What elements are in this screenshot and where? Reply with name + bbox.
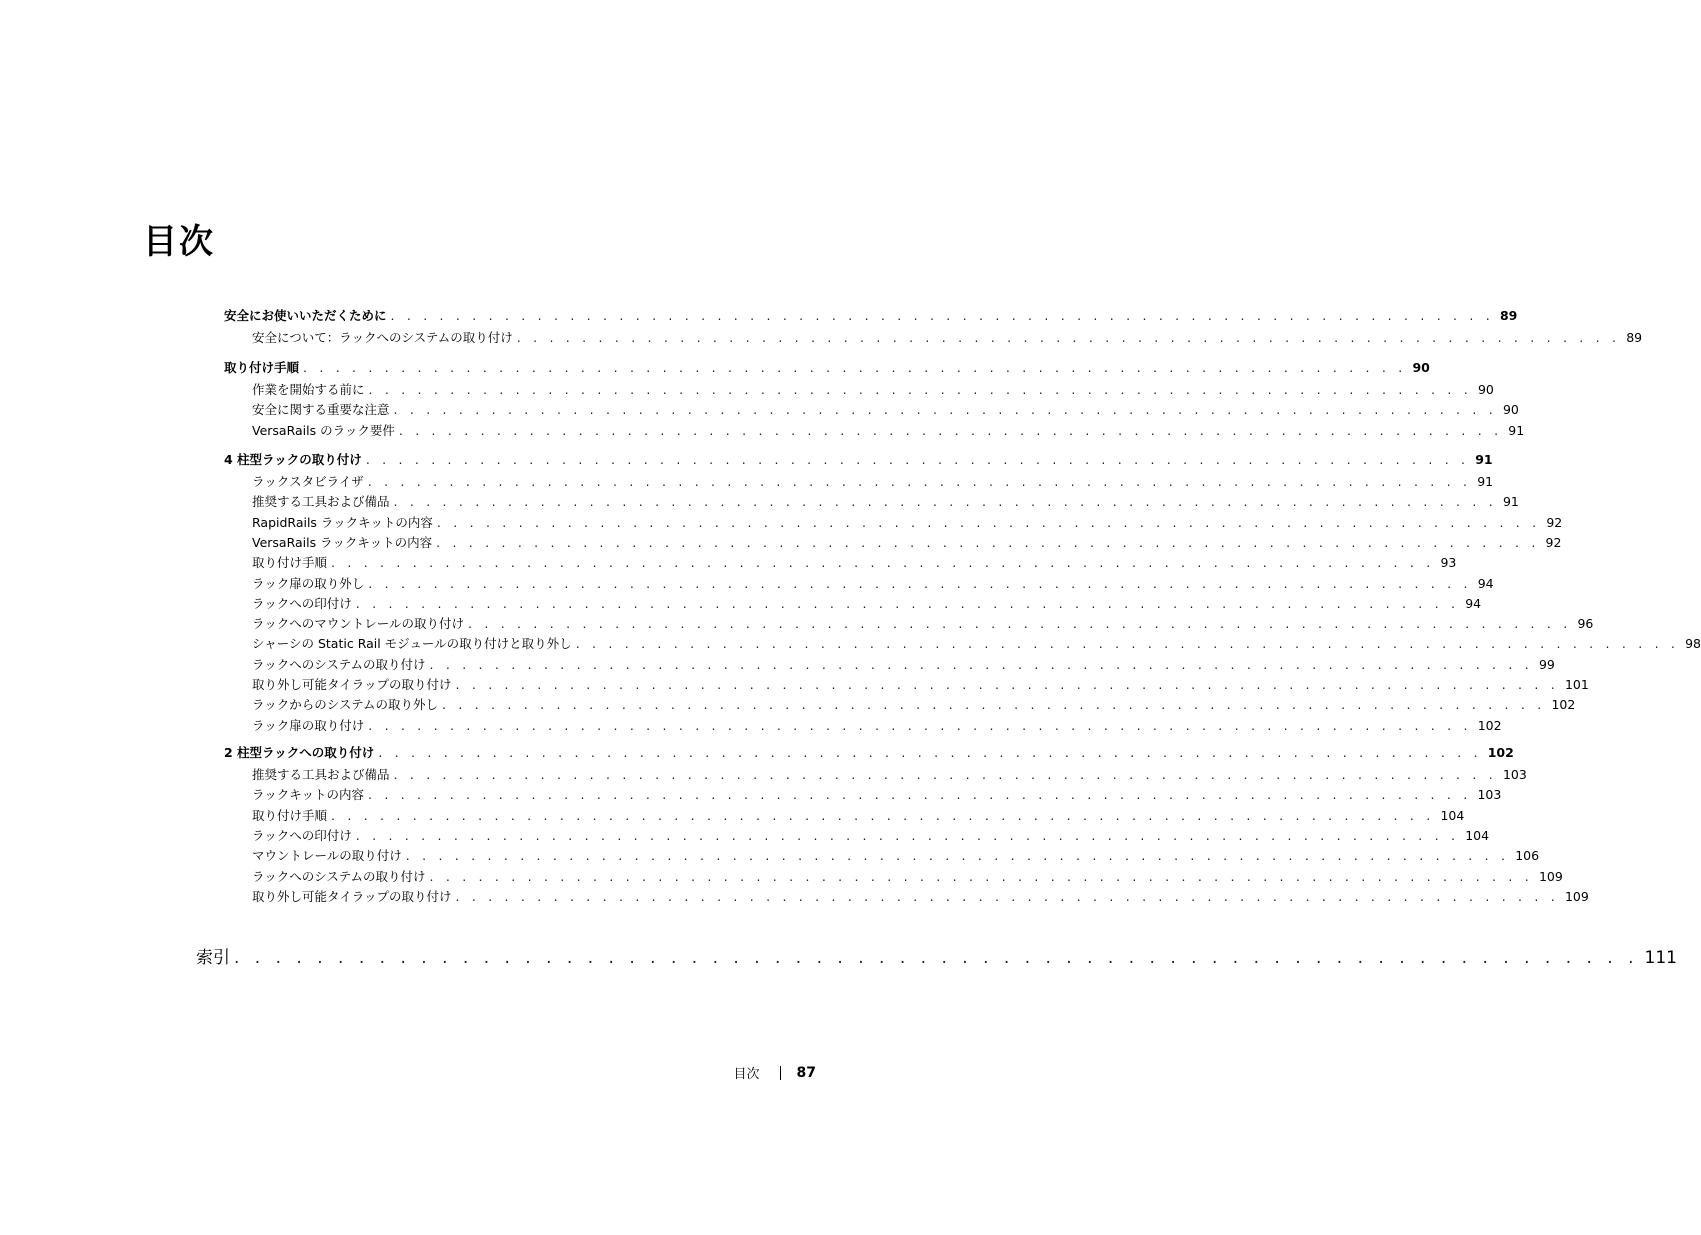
toc-entry-title: ラックへの印付け xyxy=(252,827,352,843)
toc-entry-page: 91 xyxy=(1508,422,1525,438)
toc-entry-title: ラックへの印付け xyxy=(252,595,352,611)
toc-index-entry[interactable] xyxy=(196,943,1677,968)
toc-entry-title: ラックスタビライザ xyxy=(252,474,364,489)
dot-leader: . . . . . . . . . . . . . . . . . . . . . . . . . . . . . . . . . . . . . . . . . . . . . . . . . . . . . . . . . . . . . . . . . . . . xyxy=(398,422,1503,438)
dot-leader: . . . . . . . . . . . . . . . . . . . . . . . . . . . . . . . . . . . . . . . . . . . . . . . . . . . . . . . . . . . . . . . . . . . . xyxy=(393,402,1497,418)
toc-entry-page: 93 xyxy=(1440,555,1457,571)
dot-leader: . . . . . . . . . . . . . . . . . . . . . . . . . . . . . . . . . . . . . . . . . . . . . . . . . . . . . . . . . . . . . . . . . . . . xyxy=(355,595,1460,611)
toc-section-title: 4 柱型ラックの取り付け xyxy=(224,452,362,467)
toc-entry-title: 取り付け手順 xyxy=(252,807,328,823)
toc-entry-title: 安全について：ラックへのシステムの取り付け xyxy=(252,330,513,345)
toc-entry-page: 91 xyxy=(1502,494,1519,510)
toc-entry[interactable] xyxy=(252,328,1643,346)
toc-section-title: 安全にお使いいただくために xyxy=(224,308,387,323)
toc-entry-page: 103 xyxy=(1477,787,1502,803)
toc-entry[interactable] xyxy=(252,785,1502,803)
toc-entry[interactable] xyxy=(252,806,1465,824)
toc-entry-title: ラック扉の取り付け xyxy=(252,717,365,733)
toc-entry-page: 109 xyxy=(1564,888,1589,904)
toc-entry-page: 104 xyxy=(1465,827,1490,843)
toc-entry-title: 推奨する工具および備品 xyxy=(252,494,390,510)
toc-section[interactable] xyxy=(224,450,1493,468)
footer-page-number: 87 xyxy=(796,1064,816,1081)
toc-entry[interactable] xyxy=(252,421,1525,439)
toc-entry-title: シャーシの Static Rail モジュールの取り付けと取り外し xyxy=(252,636,572,652)
toc-entry-page: 103 xyxy=(1502,767,1527,782)
toc-entry-page: 104 xyxy=(1440,807,1465,823)
toc-section-page: 90 xyxy=(1412,360,1430,375)
dot-leader: . . . . . . . . . . . . . . . . . . . . . . . . . . . . . . . . . . . . . . . . . . . . . . . . . . . . . . . . . . . . . . . . . . . . xyxy=(368,787,1472,803)
toc-entry-page: 98 xyxy=(1685,636,1701,652)
toc-entry[interactable] xyxy=(252,826,1490,844)
toc-entry-title: ラックへのシステムの取り付け xyxy=(252,868,426,884)
toc-entry[interactable] xyxy=(252,695,1576,713)
footer-label: 目次 xyxy=(733,1067,760,1082)
toc-entry[interactable] xyxy=(252,533,1562,551)
toc-entry[interactable] xyxy=(252,472,1494,490)
toc-entry-page: 92 xyxy=(1545,534,1562,550)
toc-entry-title: ラック扉の取り外し xyxy=(252,575,365,591)
toc-entry[interactable] xyxy=(252,634,1701,652)
toc-index-page: 111 xyxy=(1644,948,1677,968)
toc-entry-title: 取り外し可能タイラップの取り付け xyxy=(252,677,452,692)
toc-entry-page: 96 xyxy=(1577,616,1594,632)
dot-leader: . . . . . . . . . . . . . . . . . . . . . . . . . . . . . . . . . . . . . . . . . . . . . . . . . . . . . . . . . . . . . . . . . . . . xyxy=(468,616,1572,632)
dot-leader: . . . . . . . . . . . . . . . . . . . . . . . . . . . . . . . . . . . . . . . . . . . . . . . . . . . . . . . . . . . . . . . . . . . . xyxy=(455,677,1559,692)
toc-entry[interactable] xyxy=(252,655,1555,673)
toc-entry-title: ラックキットの内容 xyxy=(252,787,365,803)
toc-entry-title: ラックへのマウントレールの取り付け xyxy=(252,616,465,632)
dot-leader: . . . . . . . . . . . . . . . . . . . . . . . . . . . . . . . . . . . . . . . . . . . . . . . . . . . . . . . . . . . . . . . . . . . . xyxy=(331,555,1435,571)
dot-leader: . . . . . . . . . . . . . . . . . . . . . . . . . . . . . . . . . . . . . . . . . . . . . . . . . . . . . . . . . . . . . . . . . . . . xyxy=(429,656,1533,672)
dot-leader: . . . . . . . . . . . . . . . . . . . . . . . . . . . . . . . . . . . . . . . . . . . . . . . . . . . . . . . . . . . . . . . . . . . . xyxy=(303,360,1407,375)
toc-entry-page: 94 xyxy=(1465,595,1482,611)
toc-entry-page: 99 xyxy=(1538,656,1555,672)
toc-entry-title: 安全に関する重要な注意 xyxy=(252,402,390,418)
page-footer xyxy=(734,1063,817,1082)
toc-entry-page: 92 xyxy=(1546,514,1563,530)
dot-leader: . . . . . . . . . . . . . . . . . . . . . . . . . . . . . . . . . . . . . . . . . . . . . . . . . . . . . . . . . . . . . . . . . . . . xyxy=(393,767,1497,782)
dot-leader: . . . . . . . . . . . . . . . . . . . . . . . . . . . . . . . . . . . . . . . . . . . . . . . . . . . . . . . . . . . . . . . . . . . . xyxy=(442,697,1546,713)
toc-entry-page: 102 xyxy=(1477,717,1502,733)
toc-entry-title: ラックからのシステムの取り外し xyxy=(252,697,439,713)
dot-leader: . . . . . . . . . . . . . . . . . . . . . . . . . . . . . . . . . . . . . . . . . . . . . . . . . . . . . . . . . . . . . . . . . . . . xyxy=(436,534,1540,550)
dot-leader: . . . . . . . . . . . . . . . . . . . . . . . . . . . . . . . . . . . . . . . . . . . . . . . . . . . . . . . . . . . . . . . . . . . . xyxy=(436,514,1541,530)
toc-entry[interactable] xyxy=(252,380,1494,398)
toc-entry-page: 101 xyxy=(1564,677,1589,692)
toc-section-page: 102 xyxy=(1487,745,1514,760)
toc-entry-page: 102 xyxy=(1551,697,1576,713)
toc-entry[interactable] xyxy=(252,553,1457,571)
toc-entry[interactable] xyxy=(252,574,1494,592)
footer-separator xyxy=(780,1066,781,1080)
dot-leader: . . . . . . . . . . . . . . . . . . . . . . . . . . . . . . . . . . . . . . . . . . . . . . . . . . . . . . . . . . . . . . . . . . . . xyxy=(367,474,1472,489)
toc-index-title: 索引 xyxy=(196,948,230,968)
toc-entry[interactable] xyxy=(252,867,1563,885)
toc-section[interactable] xyxy=(224,358,1430,376)
dot-leader: . . . . . . . . . . . . . . . . . . . . . . . . . . . . . . . . . . . . . . . . . . . . . . . . . . . . . . . . . . . . . . . . . . . . xyxy=(455,888,1559,904)
toc-entry[interactable] xyxy=(252,716,1502,734)
page-title: 目次 xyxy=(143,222,215,262)
toc-entry-title: ラックへのシステムの取り付け xyxy=(252,656,426,672)
toc-section-page: 91 xyxy=(1475,452,1493,467)
toc-entry-title: マウントレールの取り付け xyxy=(252,848,402,864)
toc-section[interactable] xyxy=(224,306,1518,324)
toc-entry-page: 90 xyxy=(1502,402,1519,418)
toc-section-title: 2 柱型ラックへの取り付け xyxy=(224,745,375,760)
toc-entry[interactable] xyxy=(252,594,1482,612)
dot-leader: . . . . . . . . . . . . . . . . . . . . . . . . . . . . . . . . . . . . . . . . . . . . . . . . . . . . . . . . . . . . . . . . . . . . xyxy=(575,636,1680,652)
toc-entry-page: 106 xyxy=(1515,848,1540,864)
dot-leader: . . . . . . . . . . . . . . . . . . . . . . . . . . . . . . . . . . . . . . . . . . . . . . . . . . . . . . . . . . . . . . . . . . . . xyxy=(368,575,1472,591)
toc-entry-title: 取り付け手順 xyxy=(252,555,328,571)
toc-entry-title: VersaRails のラック要件 xyxy=(252,422,395,438)
toc-section-title: 取り付け手順 xyxy=(224,360,300,375)
toc-entry[interactable] xyxy=(252,513,1563,531)
dot-leader: . . . . . . . . . . . . . . . . . . . . . . . . . . . . . . . . . . . . . . . . . . . . . . . . . . . . . . . . . . . . . . . . . . . . xyxy=(393,494,1497,510)
toc-entry-title: 取り外し可能タイラップの取り付け xyxy=(252,888,452,904)
toc-entry-page: 90 xyxy=(1477,382,1494,397)
dot-leader: . . . . . . . . . . . . . . . . . . . . . . . . . . . . . . . . . . . . . . . . . . . . . . . . . . . . . . . . . . . . . . . . . . . . xyxy=(331,807,1435,823)
toc-entry-page: 94 xyxy=(1477,575,1494,591)
dot-leader: . . . . . . . . . . . . . . . . . . . . . . . . . . . . . . . . . . . . . . . . . . . . . . . . . . . . . . . . . . . . . . . . . . . . xyxy=(355,827,1460,843)
toc-entry-page: 89 xyxy=(1626,330,1643,345)
dot-leader: . . . . . . . . . . . . . . . . . . . . . . . . . . . . . . . . . . . . . . . . . . . . . . . . . . . . . . . . . . . . . . . . . . . . xyxy=(368,717,1472,733)
toc-entry[interactable] xyxy=(252,400,1519,418)
toc-entry[interactable] xyxy=(252,765,1527,783)
dot-leader: . . . . . . . . . . . . . . . . . . . . . . . . . . . . . . . . . . . . . . . . . . . . . . . . . . . . . . . . . . . . . . . . . . . . xyxy=(378,745,1482,760)
toc-entry-page: 109 xyxy=(1538,868,1563,884)
dot-leader: . . . . . . . . . . . . . . . . . . . . . . . . . . . . . . . . . . . . . . . . . . . . . . . . . . . . . . . . . . . . . . . . . . . . xyxy=(429,868,1533,884)
toc-entry[interactable] xyxy=(252,846,1540,864)
toc-entry-title: 推奨する工具および備品 xyxy=(252,767,390,782)
dot-leader: . . . . . . . . . . . . . . . . . . . . . . . . . . . . . . . . . . . . . . . . . . . . . . . . . . . . . . . . . . . . . . . . . . . . xyxy=(405,848,1510,864)
dot-leader: . . . . . . . . . . . . . . . . . . . . . . . . . . . . . . . . . . . . . . . . . . . . . . . . . . . . . . . . . . . . . . . . . . . . xyxy=(390,308,1494,323)
toc-entry[interactable] xyxy=(252,675,1589,693)
toc-section[interactable] xyxy=(224,743,1514,761)
toc-entry-title: RapidRails ラックキットの内容 xyxy=(252,514,433,530)
toc-section-page: 89 xyxy=(1499,308,1518,323)
toc-entry-title: VersaRails ラックキットの内容 xyxy=(252,534,433,550)
toc-entry[interactable] xyxy=(252,887,1589,905)
dot-leader: . . . . . . . . . . . . . . . . . . . . . . . . . . . . . . . . . . . . . . . . . . . . . . . . . . . . . . . . . . . . . . . . . . . . xyxy=(234,948,1639,968)
dot-leader: . . . . . . . . . . . . . . . . . . . . . . . . . . . . . . . . . . . . . . . . . . . . . . . . . . . . . . . . . . . . . . . . . . . . xyxy=(516,330,1621,345)
toc-entry[interactable] xyxy=(252,614,1594,632)
toc-entry-title: 作業を開始する前に xyxy=(252,382,365,397)
dot-leader: . . . . . . . . . . . . . . . . . . . . . . . . . . . . . . . . . . . . . . . . . . . . . . . . . . . . . . . . . . . . . . . . . . . . xyxy=(365,452,1470,467)
toc-entry[interactable] xyxy=(252,492,1519,510)
toc-entry-page: 91 xyxy=(1477,474,1494,489)
dot-leader: . . . . . . . . . . . . . . . . . . . . . . . . . . . . . . . . . . . . . . . . . . . . . . . . . . . . . . . . . . . . . . . . . . . . xyxy=(368,382,1472,397)
